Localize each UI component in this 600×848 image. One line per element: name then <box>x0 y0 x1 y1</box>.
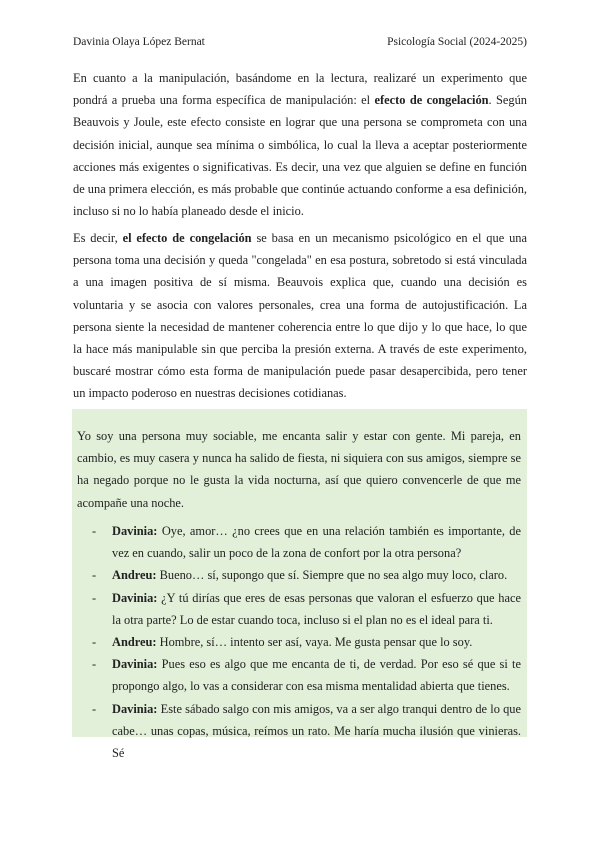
dialogue-text: Este sábado salgo con mis amigos, va a ser algo tranqui dentro de lo que cabe… unas copas, música, reímos un rato. Me haría mucha ilusión que vinieras. Sé <box>112 701 521 761</box>
paragraph-text: . Según Beauvois y Joule, este efecto consiste en lograr que una persona se comprometa con una decisión inicial, aunque sea mínima o simbólica, lo cual la lleva a aceptar posteriormente acciones más exigentes o significativas. Es decir, una vez que alguien se define en función de una primera elección, es más probable que continúe actuando conforme a esa definición, incluso si no lo había planeado desde el inicio. <box>73 93 527 219</box>
header-author: Davinia Olaya López Bernat <box>73 36 205 48</box>
dialogue-text: Pues eso es algo que me encanta de ti, de verdad. Por eso sé que si te propongo algo, lo vas a considerar con esa misma mentalidad abierta que tienes. <box>112 657 521 694</box>
paragraph-text: En cuanto a la manipulación, basándome en la lectura, realizaré un experimento que pondrá a prueba una forma específica de manipulación: el <box>73 71 527 108</box>
bold-term: efecto de congelación <box>374 93 489 108</box>
speaker-name: Andreu: <box>112 635 157 650</box>
bold-term: el efecto de congelación <box>122 231 252 245</box>
dialogue-box <box>72 409 527 761</box>
speaker-name: Davinia: <box>112 524 158 538</box>
speaker-name: Davinia: <box>112 701 158 716</box>
dialogue-text: Hombre, sí… intento ser así, vaya. Me gusta pensar que lo soy. <box>156 635 473 650</box>
dialogue-line <box>72 698 527 765</box>
dialogue-line <box>72 631 527 653</box>
dialogue-line <box>72 587 527 631</box>
paragraph-explanation <box>73 227 527 405</box>
list-dash: - <box>92 657 97 672</box>
speaker-name: Andreu: <box>112 568 157 583</box>
dialogue-line <box>72 564 527 586</box>
dialogue-intro: Yo soy una persona muy sociable, me encanta salir y estar con gente. Mi pareja, en cambio, es muy casera y nunca ha salido de fiesta, ni siquiera con sus amigos, siempre se ha negado porque no le gusta la vida nocturna, así que quiero convencerle de que me acompañe una noche. <box>77 429 521 510</box>
dialogue-line <box>72 653 527 697</box>
dialogue-text: ¿Y tú dirías que eres de esas personas que valoran el esfuerzo que hace la otra parte? Lo de estar cuando toca, incluso si el plan no es el ideal para ti. <box>112 590 521 627</box>
list-dash: - <box>92 590 97 605</box>
dialogue-line <box>72 520 527 564</box>
paragraph-text: Es decir, <box>73 231 123 245</box>
dialogue-list <box>72 520 527 764</box>
dialogue-text: Oye, amor… ¿no crees que en una relación también es importante, de vez en cuando, salir un poco de la zona de confort por la otra persona? <box>112 524 521 561</box>
paragraph-intro <box>73 67 527 222</box>
speaker-name: Davinia: <box>112 657 158 672</box>
list-dash: - <box>92 524 97 538</box>
header-course: Psicología Social (2024-2025) <box>387 36 527 48</box>
list-dash: - <box>92 635 97 650</box>
dialogue-text: Bueno… sí, supongo que sí. Siempre que no sea algo muy loco, claro. <box>156 568 508 583</box>
list-dash: - <box>92 568 97 583</box>
speaker-name: Davinia: <box>112 590 158 605</box>
list-dash: - <box>92 701 97 716</box>
paragraph-text: se basa en un mecanismo psicológico en el que una persona toma una decisión y queda "congelada" en esa postura, sobretodo si está vinculada a una imagen positiva de sí misma. Beauvois explica que, cuando una decisión es voluntaria y se asocia con valores personales, crea una forma de autojustificación. La persona siente la necesidad de mantener coherencia entre lo que dijo y lo que hace, lo que la hace más manipulable sin que perciba la presión externa. A través de este experimento, buscaré mostrar cómo esta forma de manipulación puede pasar desapercibida, pero tener un impacto poderoso en nuestras decisiones cotidianas. <box>73 231 527 401</box>
